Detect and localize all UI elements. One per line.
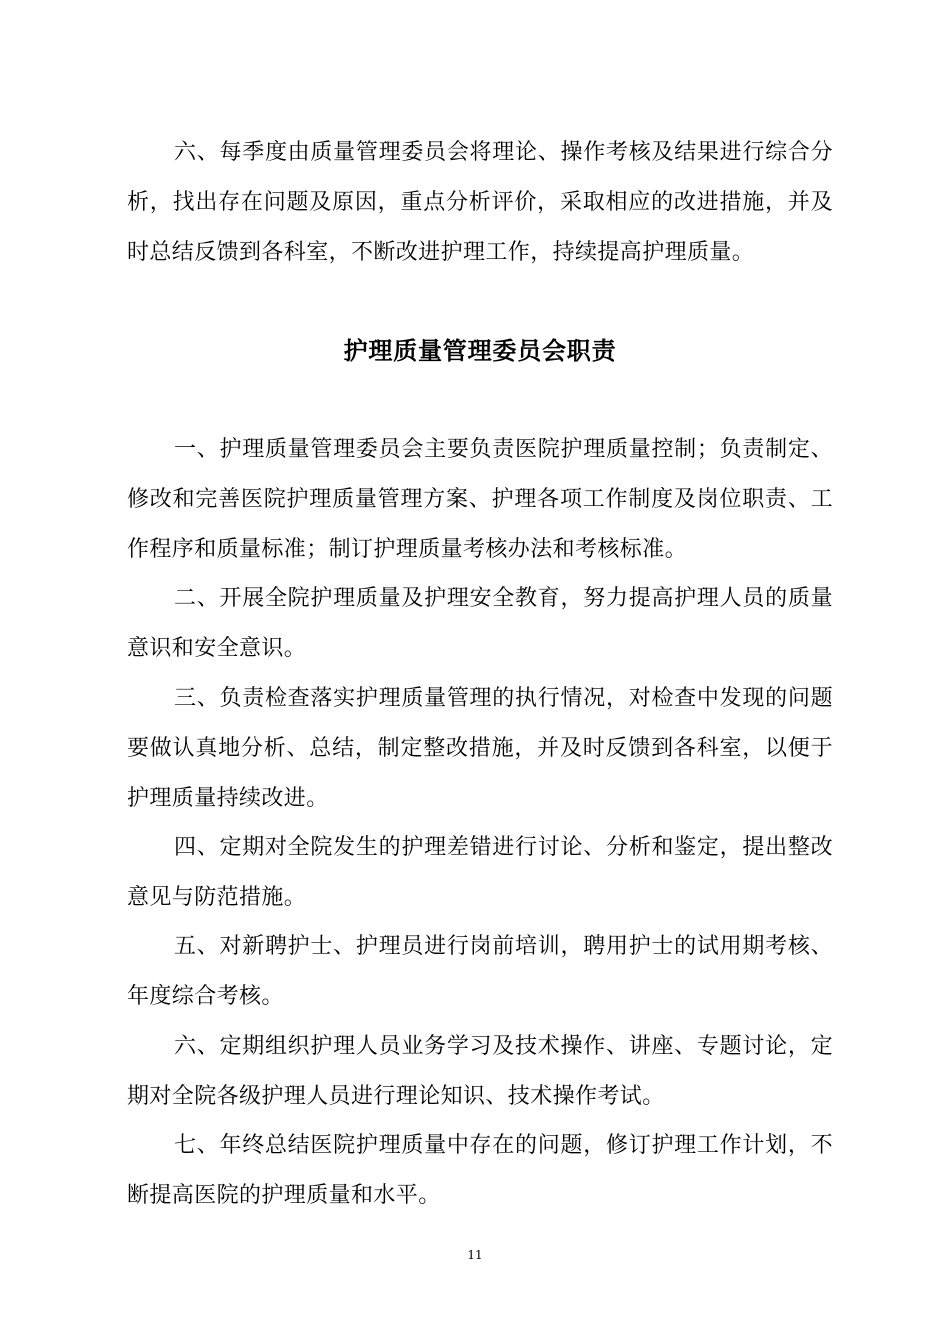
duty-paragraph-5: 五、对新聘护士、护理员进行岗前培训，聘用护士的试用期考核、年度综合考核。 bbox=[127, 934, 833, 1009]
duty-paragraph-7: 七、年终总结医院护理质量中存在的问题，修订护理工作计划，不断提高医院的护理质量和水平。 bbox=[127, 1133, 833, 1208]
intro-paragraph: 六、每季度由质量管理委员会将理论、操作考核及结果进行综合分析，找出存在问题及原因，重点分析评价，采取相应的改进措施，并及时总结反馈到各科室，不断改进护理工作，持续提高护理质量。 bbox=[127, 140, 833, 265]
duty-paragraph-2: 二、开展全院护理质量及护理安全教育，努力提高护理人员的质量意识和安全意识。 bbox=[127, 586, 833, 661]
duty-paragraph-1: 一、护理质量管理委员会主要负责医院护理质量控制；负责制定、修改和完善医院护理质量管理方案、护理各项工作制度及岗位职责、工作程序和质量标准；制订护理质量考核办法和考核标准。 bbox=[127, 437, 833, 562]
duty-paragraph-6: 六、定期组织护理人员业务学习及技术操作、讲座、专题讨论，定期对全院各级护理人员进行理论知识、技术操作考试。 bbox=[127, 1034, 833, 1109]
duty-paragraph-4: 四、定期对全院发生的护理差错进行讨论、分析和鉴定，提出整改意见与防范措施。 bbox=[127, 835, 833, 910]
duty-paragraph-3: 三、负责检查落实护理质量管理的执行情况，对检查中发现的问题要做认真地分析、总结，制定整改措施，并及时反馈到各科室，以便于护理质量持续改进。 bbox=[127, 686, 833, 811]
section-title: 护理质量管理委员会职责 bbox=[343, 337, 617, 365]
page-number: 11 bbox=[467, 1248, 483, 1262]
